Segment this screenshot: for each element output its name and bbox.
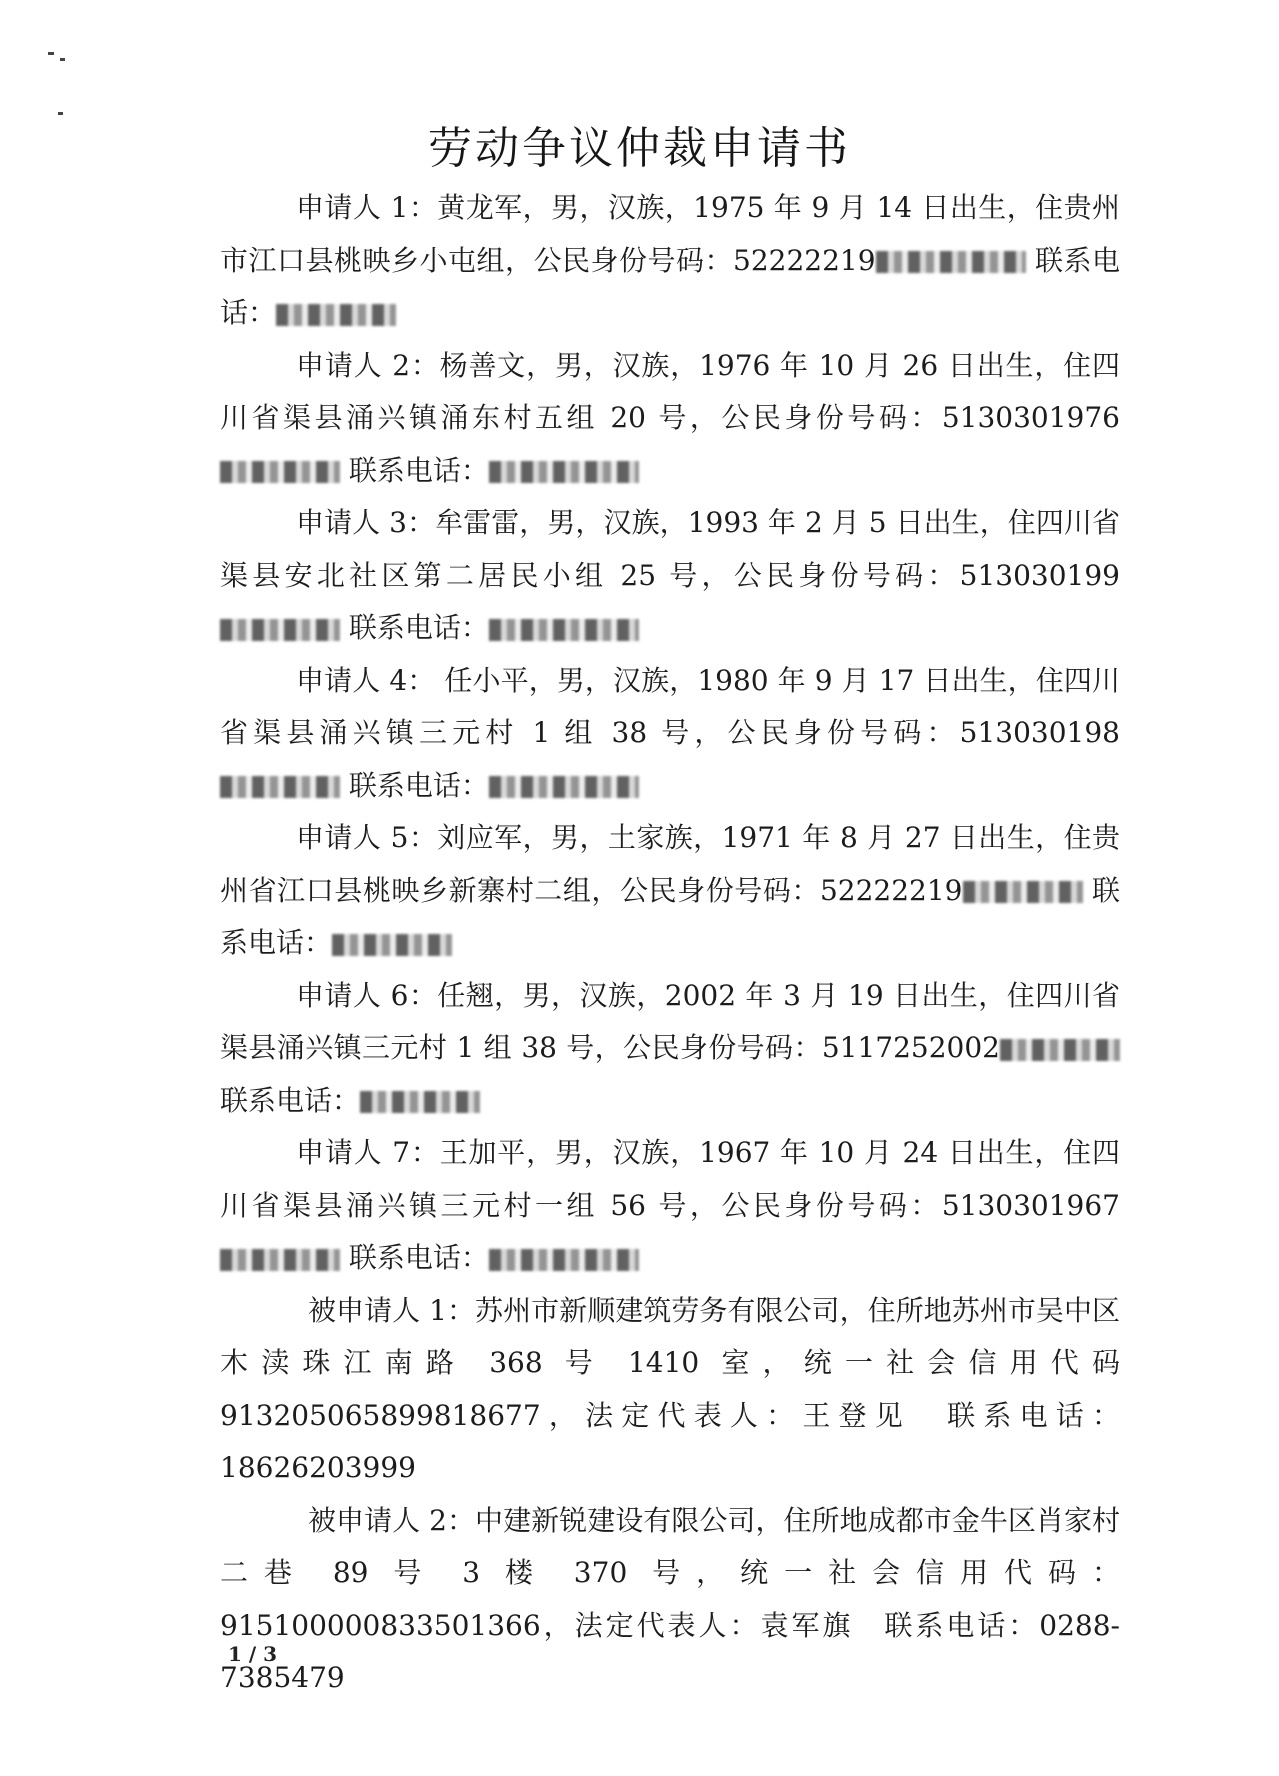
applicant-1: 申请人 1：黄龙军，男，汉族，1975 年 9 月 14 日出生，住贵州市江口县桃映乡小屯组，公民身份号码：52222219 联系电话：	[220, 191, 1120, 329]
redacted-id-number	[1000, 1039, 1120, 1061]
applicant-3: 申请人 3：牟雷雷，男，汉族，1993 年 2 月 5 日出生，住四川省渠县安北社区第二居民小组 25 号，公民身份号码：513030199 联系电话：	[220, 506, 1120, 644]
redacted-id-number	[220, 776, 340, 798]
redacted-id-number	[220, 1249, 340, 1271]
redacted-id-number	[220, 619, 340, 641]
respondent-1: 被申请人 1：苏州市新顺建筑劳务有限公司，住所地苏州市吴中区木渎珠江南路 368 号 1410 室，统一社会信用代码 913205065899818677，法定代表人：王登见 联系电话：18626203999	[220, 1293, 1120, 1484]
page-number: 1 / 3	[228, 1642, 278, 1666]
document-body	[220, 182, 1120, 1705]
applicant-5: 申请人 5：刘应军，男，土家族，1971 年 8 月 27 日出生，住贵州省江口县桃映乡新寨村二组，公民身份号码：52222219 联系电话：	[220, 821, 1120, 959]
applicant-4: 申请人 4： 任小平，男，汉族，1980 年 9 月 17 日出生，住四川省渠县涌兴镇三元村 1 组 38 号，公民身份号码：513030198 联系电话：	[220, 663, 1120, 802]
document-title: 劳动争议仲裁申请书	[428, 123, 851, 174]
redacted-phone	[276, 304, 396, 326]
redacted-phone	[489, 1249, 639, 1271]
redacted-phone	[489, 461, 639, 483]
applicant-6: 申请人 6：任翘，男，汉族，2002 年 3 月 19 日出生，住四川省渠县涌兴镇三元村 1 组 38 号，公民身份号码：5117252002 联系电话：	[220, 978, 1120, 1117]
redacted-id-number	[876, 251, 1026, 273]
redacted-phone	[489, 619, 639, 641]
applicant-2: 申请人 2：杨善文，男，汉族，1976 年 10 月 26 日出生，住四川省渠县涌兴镇涌东村五组 20 号，公民身份号码：5130301976 联系电话：	[220, 348, 1120, 487]
redacted-id-number	[220, 461, 340, 483]
redacted-id-number	[963, 881, 1083, 903]
respondent-2: 被申请人 2：中建新锐建设有限公司，住所地成都市金牛区肖家村二巷 89 号 3 楼 370 号，统一社会信用代码：915100000833501366，法定代表人：袁军旗 联系电话：0288-7385479	[220, 1503, 1120, 1694]
redacted-phone	[360, 1091, 480, 1113]
applicant-7: 申请人 7：王加平，男，汉族，1967 年 10 月 24 日出生，住四川省渠县涌兴镇三元村一组 56 号，公民身份号码：5130301967 联系电话：	[220, 1136, 1120, 1274]
redacted-phone	[489, 776, 639, 798]
scan-speck	[60, 58, 65, 61]
redacted-phone	[332, 934, 452, 956]
scan-speck	[48, 52, 54, 55]
